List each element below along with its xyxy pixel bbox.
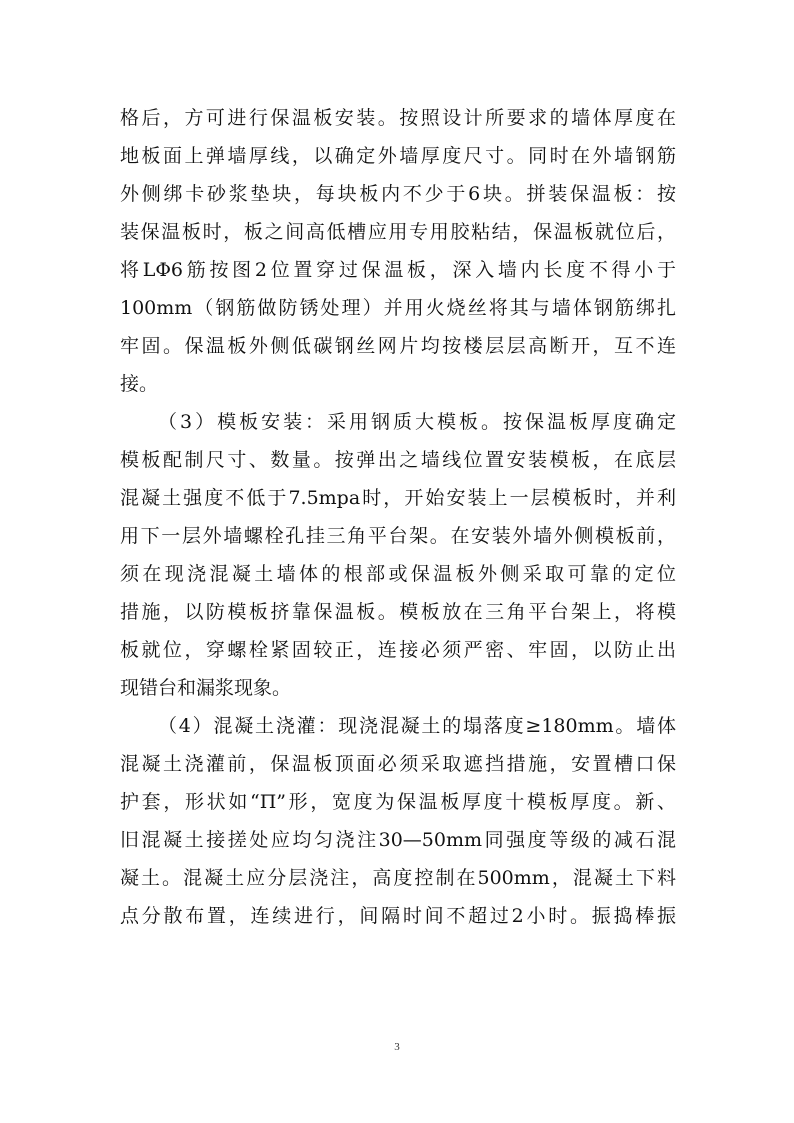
text-line: 格后，方可进行保温板安装。按照设计所要求的墙体厚度在: [120, 107, 676, 129]
paragraph-heading-concrete: （4）混凝土浇灌：现浇混凝土的塌落度≥180mm。墙体: [158, 715, 676, 737]
text-line: 模板配制尺寸、数量。按弹出之墙线位置安装模板，在底层: [120, 449, 676, 471]
text-line: 旧混凝土接搓处应均匀浇注30—50mm同强度等级的减石混: [120, 829, 676, 851]
text-line: 将LΦ6筋按图2位置穿过保温板，深入墙内长度不得小于: [120, 259, 676, 281]
text-line: 护套，形状如“Π”形，宽度为保温板厚度十模板厚度。新、: [120, 791, 676, 813]
page-number: 3: [394, 1041, 400, 1053]
text-line: 点分散布置，连续进行，间隔时间不超过2小时。振捣棒振: [120, 905, 676, 927]
text-line: 混凝土强度不低于7.5mpa时，开始安装上一层模板时，并利: [120, 487, 676, 509]
text-line: 现错台和漏浆现象。: [120, 677, 292, 699]
text-line: 凝土。混凝土应分层浇注，高度控制在500mm，混凝土下料: [120, 867, 676, 889]
text-line: 地板面上弹墙厚线，以确定外墙厚度尺寸。同时在外墙钢筋: [120, 145, 676, 167]
text-line: 措施，以防模板挤靠保温板。模板放在三角平台架上，将模: [120, 601, 676, 623]
text-line: 牢固。保温板外侧低碳钢丝网片均按楼层层高断开，互不连: [120, 335, 676, 357]
paragraph-heading-formwork: （3）模板安装：采用钢质大模板。按保温板厚度确定: [158, 411, 676, 433]
text-line: 用下一层外墙螺栓孔挂三角平台架。在安装外墙外侧模板前，: [120, 525, 676, 547]
text-line: 须在现浇混凝土墙体的根部或保温板外侧采取可靠的定位: [120, 563, 676, 585]
text-line: 板就位，穿螺栓紧固较正，连接必须严密、牢固，以防止出: [120, 639, 676, 661]
text-line: 外侧绑卡砂浆垫块，每块板内不少于6块。拼装保温板：按: [120, 183, 676, 205]
text-line: 装保温板时，板之间高低槽应用专用胶粘结，保温板就位后，: [120, 221, 676, 243]
text-line: 接。: [120, 373, 159, 395]
body-text: [120, 99, 676, 935]
text-line: 混凝土浇灌前，保温板顶面必须采取遮挡措施，安置槽口保: [120, 753, 676, 775]
text-line: 100mm（钢筋做防锈处理）并用火烧丝将其与墙体钢筋绑扎: [120, 297, 676, 319]
